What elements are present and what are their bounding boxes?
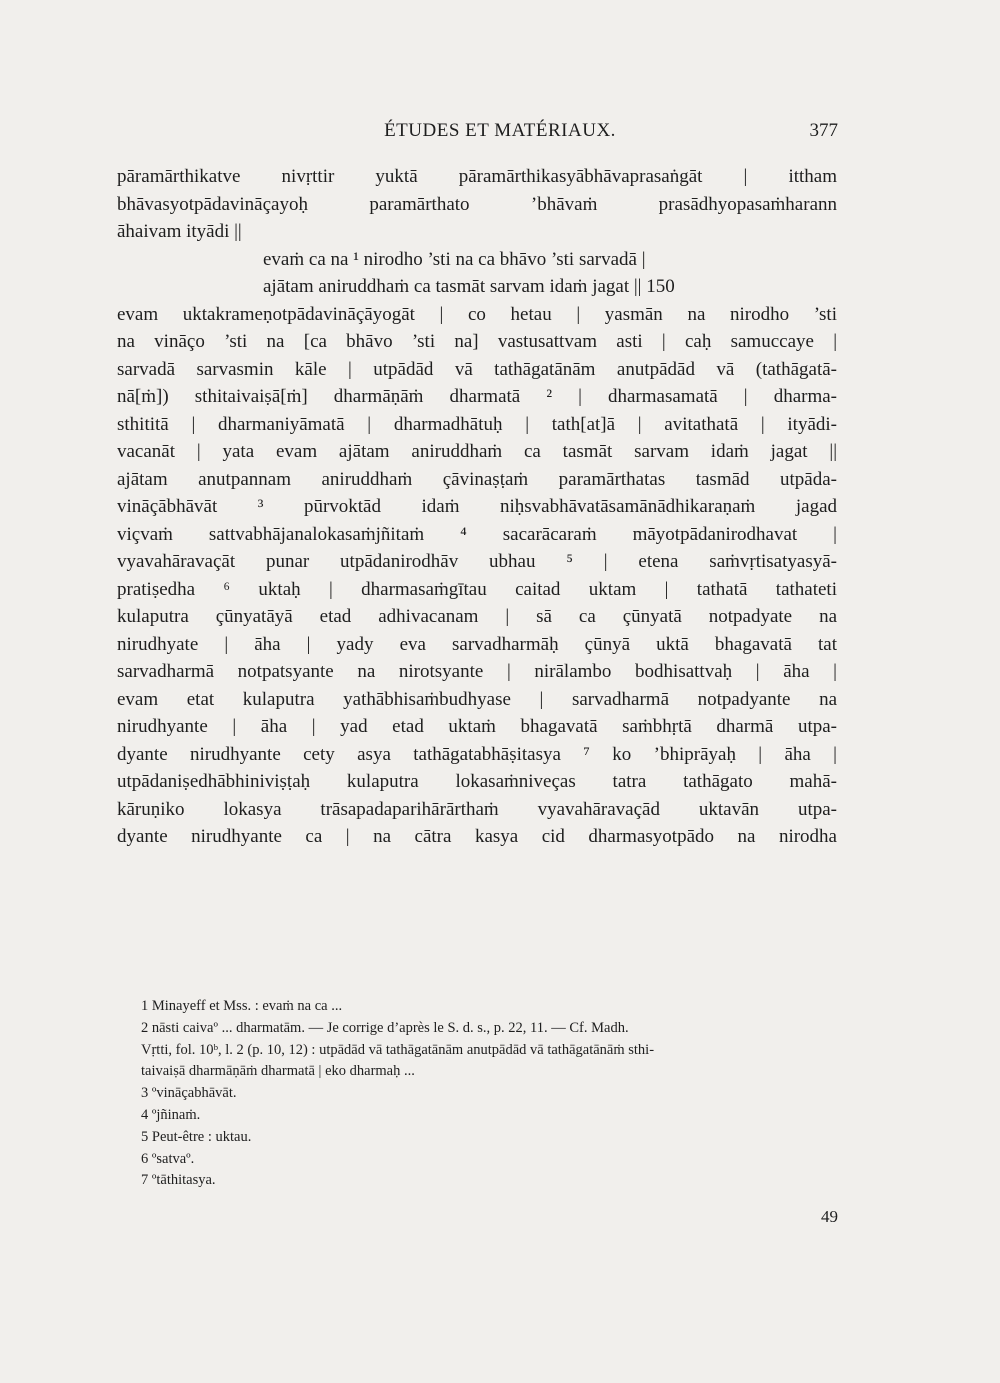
- signature-mark: 49: [821, 1207, 838, 1226]
- body-line: kāruṇiko lokasya trāsapadaparihārārthaṁ vyavahāravaçād uktavān utpa-: [117, 798, 837, 820]
- body-line: viçvaṁ sattvabhājanalokasaṁjñitaṁ ⁴ sacarācaraṁ māyotpādanirodhavat |: [117, 523, 837, 545]
- body-line: pratiṣedha ⁶ uktaḥ | dharmasaṁgītau caitad uktam | tathatā tathateti: [117, 578, 837, 600]
- body-line: sarvadharmā notpatsyante na nirotsyante | nirālambo bodhisattvaḥ | āha |: [117, 661, 837, 682]
- body-line: nirudhyante | āha | yad etad uktaṁ bhagavatā saṁbhṛtā dharmā utpa-: [117, 716, 837, 737]
- body-line: vacanāt | yata evam ajātam aniruddhaṁ ca tasmāt sarvam idaṁ jagat ||: [117, 441, 837, 462]
- footnote-line: Vṛtti, fol. 10ᵇ, l. 2 (p. 10, 12) : utpādād vā tathāgatānām anutpādād vā tathāgatānāṁ sthi-: [141, 1041, 655, 1058]
- running-title: ÉTUDES ET MATÉRIAUX.: [384, 120, 616, 141]
- body-line: nirudhyate | āha | yady eva sarvadharmāḥ çūnyā uktā bhagavatā tat: [117, 633, 837, 655]
- body-line: bhāvasyotpādavināçayoḥ paramārthato ’bhāvaṁ prasādhyopasaṁharann: [117, 193, 837, 215]
- body-line: pāramārthikatve nivṛttir yuktā pāramārthikasyābhāvaprasaṅgāt | ittham: [117, 166, 837, 187]
- body-line: dyante nirudhyante ca | na cātra kasya cid dharmasyotpādo na nirodha: [117, 826, 837, 847]
- body-line: evam uktakrameṇotpādavināçāyogāt | co hetau | yasmān na nirodho ’sti: [117, 303, 837, 325]
- body-line: nā[ṁ]) sthitaivaiṣā[ṁ] dharmāṇāṁ dharmatā ² | dharmasamatā | dharma-: [117, 386, 837, 407]
- footnotes: [141, 996, 841, 1192]
- body-line: vināçābhāvāt ³ pūrvoktād idaṁ niḥsvabhāvatāsamānādhikaraṇaṁ jagad: [117, 496, 837, 517]
- footnote-line: 7 ºtāthitasya.: [141, 1172, 216, 1189]
- footnote-line: 3 ºvināçabhāvāt.: [141, 1085, 237, 1102]
- body-text: [117, 163, 837, 851]
- footnote-line: taivaiṣā dharmāṇāṁ dharmatā | eko dharmaḥ ...: [141, 1063, 415, 1080]
- footnote-line: 4 ºjñinaṁ.: [141, 1106, 201, 1123]
- body-line: sarvadā sarvasmin kāle | utpādād vā tathāgatānām anutpādād vā (tathāgatā-: [117, 358, 837, 380]
- body-line: sthititā | dharmaniyāmatā | dharmadhātuḥ | tath[at]ā | avitathatā | ityādi-: [117, 413, 837, 435]
- body-line: na vināço ’sti na [ca bhāvo ’sti na] vastusattvam asti | caḥ samuccaye |: [117, 331, 837, 352]
- footnote-line: 6 ºsatvaº.: [141, 1150, 195, 1167]
- body-line: utpādaniṣedhābhiniviṣṭaḥ kulaputra lokasaṁniveças tatra tathāgato mahā-: [117, 771, 837, 792]
- footnote-line: 5 Peut-être : uktau.: [141, 1128, 252, 1145]
- body-line: evaṁ ca na ¹ nirodho ’sti na ca bhāvo ’sti sarvadā |: [263, 248, 646, 270]
- page-number: 377: [809, 120, 838, 141]
- body-line: ajātam anutpannam aniruddhaṁ çāvinaṣṭaṁ paramārthatas tasmād utpāda-: [117, 468, 837, 490]
- body-line: dyante nirudhyante cety asya tathāgatabhāṣitasya ⁷ ko ’bhiprāyaḥ | āha |: [117, 743, 837, 765]
- footnote-line: 1 Minayeff et Mss. : evaṁ na ca ...: [141, 998, 343, 1014]
- footnote-line: 2 nāsti caivaº ... dharmatām. — Je corrige d’après le S. d. s., p. 22, 11. — Cf. Madh.: [141, 1019, 629, 1036]
- body-line: ajātam aniruddhaṁ ca tasmāt sarvam idaṁ jagat || 150: [263, 276, 675, 297]
- body-line: vyavahāravaçāt punar utpādanirodhāv ubhau ⁵ | etena saṁvṛtisatyasyā-: [117, 551, 837, 572]
- body-line: kulaputra çūnyatāyā etad adhivacanam | sā ca çūnyatā notpadyate na: [117, 606, 837, 627]
- body-line: āhaivam ityādi ||: [117, 221, 242, 242]
- body-line: evam etat kulaputra yathābhisaṁbudhyase | sarvadharmā notpadyante na: [117, 688, 837, 710]
